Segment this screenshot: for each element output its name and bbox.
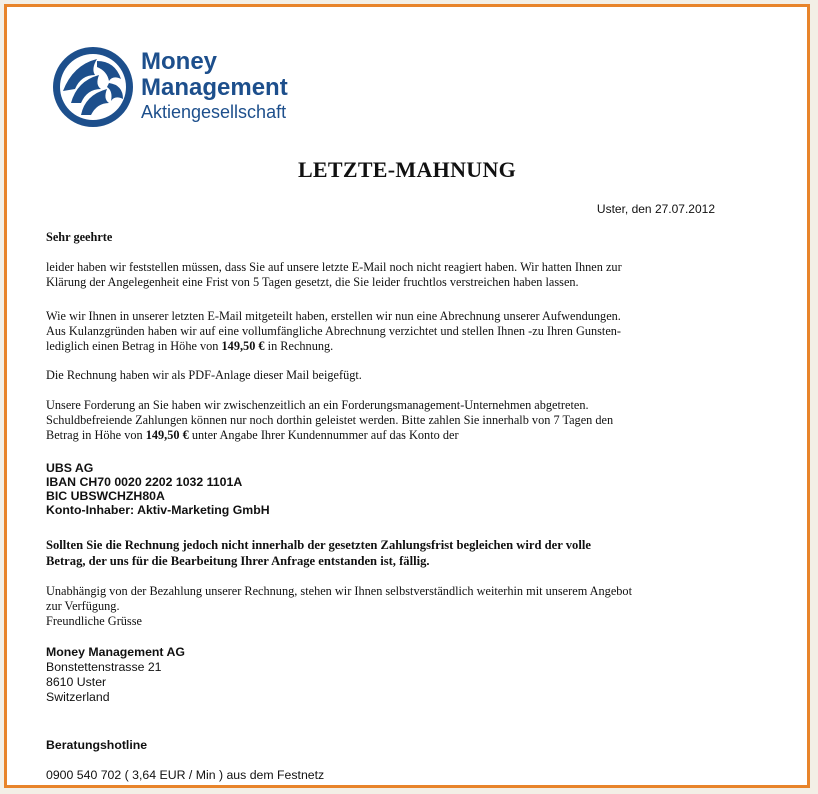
paragraph-4-line (46, 428, 726, 443)
bank-name: UBS AG (46, 461, 94, 475)
paragraph-2-line: Wie wir Ihnen in unserer letzten E-Mail mitgeteilt haben, erstellen wir nun eine Abrechnung unserer Aufwendungen. (46, 309, 621, 323)
salutation: Sehr geehrte (46, 230, 113, 244)
closing-line: zur Verfügung. (46, 599, 120, 613)
bank-iban: IBAN CH70 0020 2202 1032 1101A (46, 475, 243, 489)
paragraph-1-line: Klärung der Angelegenheit eine Frist von 5 Tagen gesetzt, die Sie leider fruchtlos verstreichen haben lassen. (46, 275, 579, 289)
paragraph-2 (46, 309, 726, 354)
warning-line: Betrag, der uns für die Bearbeitung Ihrer Anfrage entstanden ist, fällig. (46, 554, 430, 568)
letter-title: LETZTE-MAHNUNG (297, 157, 517, 182)
logo-line-3: Aktiengesellschaft (141, 102, 287, 122)
warning-line: Sollten Sie die Rechnung jedoch nicht innerhalb der gesetzten Zahlungsfrist begleichen wird der volle (46, 538, 591, 552)
paragraph-4-line: Schuldbefreiende Zahlungen können nur noch dorthin geleistet werden. Bitte zahlen Sie innerhalb von 7 Tagen den (46, 413, 614, 427)
hotline-label: Beratungshotline (46, 738, 148, 752)
bank-details (46, 461, 726, 517)
sender-country: Switzerland (46, 690, 110, 704)
paragraph-2-line (46, 339, 726, 354)
sender-company: Money Management AG (46, 645, 185, 659)
closing-line: Freundliche Grüsse (46, 614, 142, 628)
lion-logo-icon (51, 45, 135, 129)
letter-date: Uster, den 27.07.2012 (596, 202, 715, 216)
paragraph-4-text: Betrag in Höhe von (46, 428, 146, 442)
paragraph-2-line: Aus Kulanzgründen haben wir auf eine vollumfängliche Abrechnung verzichtet und stellen Ihnen -zu Ihren Gunsten- (46, 324, 622, 338)
letter-page (4, 4, 810, 788)
amount: 149,50 € (221, 339, 265, 353)
paragraph-4 (46, 398, 726, 443)
logo-line-2: Management (141, 74, 288, 101)
closing-line: Unabhängig von der Bezahlung unserer Rechnung, stehen wir Ihnen selbstverständlich weiterhin mit unserem Angebot (46, 584, 632, 598)
hotline-number: 0900 540 702 ( 3,64 EUR / Min ) aus dem Festnetz (46, 768, 325, 782)
amount: 149,50 € (145, 428, 189, 442)
logo-line-1: Money (141, 48, 218, 75)
paragraph-1 (46, 260, 726, 290)
sender-street: Bonstettenstrasse 21 (46, 660, 162, 674)
paragraph-2-text: lediglich einen Betrag in Höhe von (46, 339, 222, 353)
logo-text (141, 49, 288, 123)
bank-bic: BIC UBSWCHZH80A (46, 489, 165, 503)
bank-holder: Konto-Inhaber: Aktiv-Marketing GmbH (46, 503, 270, 517)
paragraph-2-text: in Rechnung. (264, 339, 334, 353)
paragraph-4-line: Unsere Forderung an Sie haben wir zwischenzeitlich an ein Forderungsmanagement-Unternehmen abgetreten. (46, 398, 589, 412)
closing-paragraph (46, 584, 726, 629)
paragraph-1-line: leider haben wir feststellen müssen, dass Sie auf unsere letzte E-Mail noch nicht reagiert haben. Wir hatten Ihnen zur (46, 260, 622, 274)
sender-city: 8610 Uster (46, 675, 107, 689)
paragraph-3: Die Rechnung haben wir als PDF-Anlage dieser Mail beigefügt. (46, 368, 362, 382)
paragraph-4-text: unter Angabe Ihrer Kundennummer auf das Konto der (188, 428, 459, 442)
company-logo (51, 45, 331, 131)
payment-warning (46, 537, 726, 569)
sender-address (46, 645, 726, 705)
